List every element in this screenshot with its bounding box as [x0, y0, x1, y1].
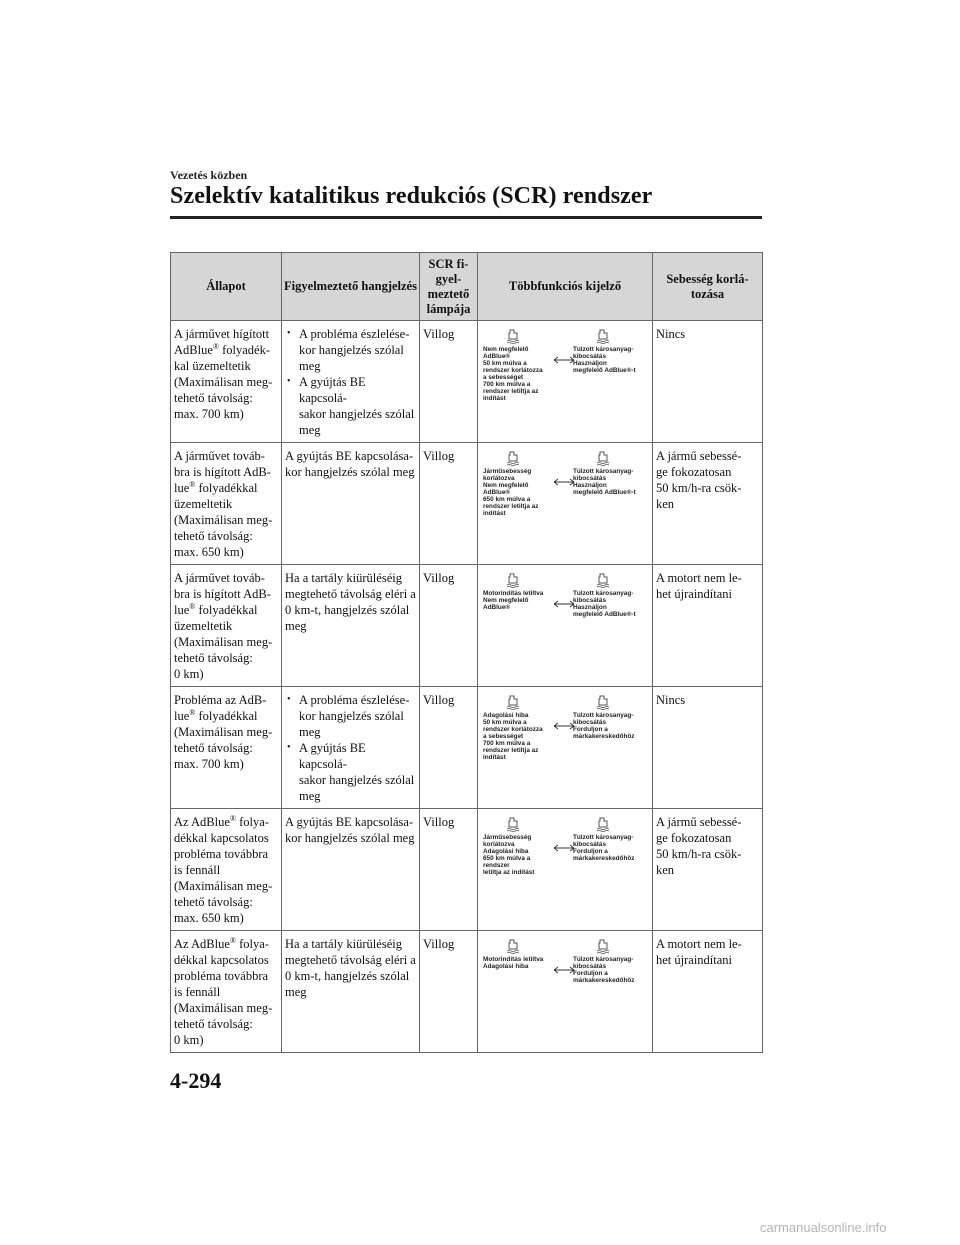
emission-warning-icon: [595, 938, 613, 954]
warning-item: • A probléma észlelése- kor hangjelzés szólal meg: [299, 326, 416, 374]
page-number: 4-294: [170, 1068, 222, 1093]
table-row: [171, 321, 763, 443]
double-arrow-icon: [553, 966, 575, 974]
display-cell: [478, 565, 653, 687]
display-panel-right: Túlzott károsanyag- kibocsátás Használjon megfelelő AdBlue®-t: [573, 326, 645, 374]
header-state: Állapot: [171, 253, 282, 321]
speed-cell: A jármű sebessé- ge fokozatosan 50 km/h-ra csök- ken: [653, 809, 763, 931]
warning-cell: A gyújtás BE kapcsolása- kor hangjelzés szólal meg: [282, 809, 420, 931]
warning-item: • A gyújtás BE kapcsolá- sakor hangjelzés szólal meg: [299, 374, 416, 438]
lamp-cell: Villog: [420, 443, 478, 565]
emission-warning-icon: [595, 572, 613, 588]
adblue-warning-icon: [505, 450, 523, 466]
display-cell: [478, 931, 653, 1053]
display-panel-right: Túlzott károsanyag- kibocsátás Forduljon a márkakereskedőhöz: [573, 814, 645, 862]
table-row: [171, 443, 763, 565]
speed-cell: A jármű sebessé- ge fokozatosan 50 km/h-ra csök- ken: [653, 443, 763, 565]
lamp-cell: Villog: [420, 931, 478, 1053]
state-cell: Probléma az AdB- lue® folyadékkal (Maximálisan meg- tehető távolság: max. 700 km): [171, 687, 282, 809]
speed-cell: A motort nem le- het újraindítani: [653, 931, 763, 1053]
speed-cell: Nincs: [653, 687, 763, 809]
display-panel-right: Túlzott károsanyag- kibocsátás Forduljon a márkakereskedőhöz: [573, 936, 645, 984]
warning-item: • A gyújtás BE kapcsolá- sakor hangjelzés szólal meg: [299, 740, 416, 804]
scr-status-table: [170, 252, 763, 1053]
display-cell: [478, 687, 653, 809]
warning-cell: Ha a tartály kiürüléséig megtehető távolság eléri a 0 km-t, hangjelzés szólal meg: [282, 565, 420, 687]
table-row: [171, 565, 763, 687]
display-panel-left: Motorindítás letiltva Nem megfelelő AdBlue®: [483, 570, 555, 611]
emission-warning-icon: [595, 450, 613, 466]
double-arrow-icon: [553, 356, 575, 364]
display-panel-left: Járműsebesség korlátozva Nem megfelelő AdBlue® 650 km múlva a rendszer letiltja az indítást: [483, 448, 555, 517]
adblue-warning-icon: [505, 938, 523, 954]
watermark: carmanualsonline.info: [760, 1220, 887, 1235]
lamp-cell: Villog: [420, 321, 478, 443]
page-title: Szelektív katalitikus redukciós (SCR) rendszer: [170, 183, 653, 209]
display-panel-left: Motorindítás letiltva Adagolási hiba: [483, 936, 555, 970]
display-panel-left: Járműsebesség korlátozva Adagolási hiba 650 km múlva a rendszer letiltja az indítást: [483, 814, 555, 876]
double-arrow-icon: [553, 478, 575, 486]
warning-cell: [282, 321, 420, 443]
double-arrow-icon: [553, 844, 575, 852]
warning-cell: [282, 687, 420, 809]
warning-cell: A gyújtás BE kapcsolása- kor hangjelzés szólal meg: [282, 443, 420, 565]
adblue-warning-icon: [505, 694, 523, 710]
double-arrow-icon: [553, 722, 575, 730]
state-cell: A járművet továb- bra is hígított AdB- lue® folyadékkal üzemeltetik (Maximálisan meg- tehető távolság: max. 650 km): [171, 443, 282, 565]
state-cell: Az AdBlue® folya- dékkal kapcsolatos probléma továbbra is fennáll (Maximálisan meg- tehető távolság: 0 km): [171, 931, 282, 1053]
header-scr-lamp: SCR fi- gyel- meztető lámpája: [420, 253, 478, 321]
display-cell: [478, 321, 653, 443]
table-header-row: [171, 253, 763, 321]
adblue-warning-icon: [505, 572, 523, 588]
emission-warning-icon: [595, 694, 613, 710]
emission-warning-icon: [595, 816, 613, 832]
warning-item: • A probléma észlelése- kor hangjelzés szólal meg: [299, 692, 416, 740]
header-multi-display: Többfunkciós kijelző: [478, 253, 653, 321]
emission-warning-icon: [595, 328, 613, 344]
header-warning-sound: Figyelmeztető hangjelzés: [282, 253, 420, 321]
lamp-cell: Villog: [420, 809, 478, 931]
adblue-warning-icon: [505, 816, 523, 832]
display-cell: [478, 809, 653, 931]
state-cell: A járművet hígított AdBlue® folyadék- kal üzemeltetik (Maximálisan meg- tehető távolság: max. 700 km): [171, 321, 282, 443]
display-panel-left: Adagolási hiba 50 km múlva a rendszer korlátozza a sebességet 700 km múlva a rendszer letiltja az indítást: [483, 692, 555, 761]
lamp-cell: Villog: [420, 687, 478, 809]
adblue-warning-icon: [505, 328, 523, 344]
display-panel-right: Túlzott károsanyag- kibocsátás Használjon megfelelő AdBlue®-t: [573, 448, 645, 496]
double-arrow-icon: [553, 600, 575, 608]
display-cell: [478, 443, 653, 565]
table-row: [171, 809, 763, 931]
section-label: Vezetés közben: [170, 168, 248, 182]
display-panel-left: Nem megfelelő AdBlue® 50 km múlva a rendszer korlátozza a sebességet 700 km múlva a rendszer letiltja az indítást: [483, 326, 555, 402]
state-cell: Az AdBlue® folya- dékkal kapcsolatos probléma továbbra is fennáll (Maximálisan meg- tehető távolság: max. 650 km): [171, 809, 282, 931]
display-panel-right: Túlzott károsanyag- kibocsátás Forduljon a márkakereskedőhöz: [573, 692, 645, 740]
lamp-cell: Villog: [420, 565, 478, 687]
speed-cell: A motort nem le- het újraindítani: [653, 565, 763, 687]
table-row: [171, 931, 763, 1053]
warning-cell: Ha a tartály kiürüléséig megtehető távolság eléri a 0 km-t, hangjelzés szólal meg: [282, 931, 420, 1053]
state-cell: A járművet továb- bra is hígított AdB- lue® folyadékkal üzemeltetik (Maximálisan meg- tehető távolság: 0 km): [171, 565, 282, 687]
table-row: [171, 687, 763, 809]
title-rule: [170, 216, 762, 219]
header-speed-limit: Sebesség korlá- tozása: [653, 253, 763, 321]
speed-cell: Nincs: [653, 321, 763, 443]
display-panel-right: Túlzott károsanyag- kibocsátás Használjon megfelelő AdBlue®-t: [573, 570, 645, 618]
